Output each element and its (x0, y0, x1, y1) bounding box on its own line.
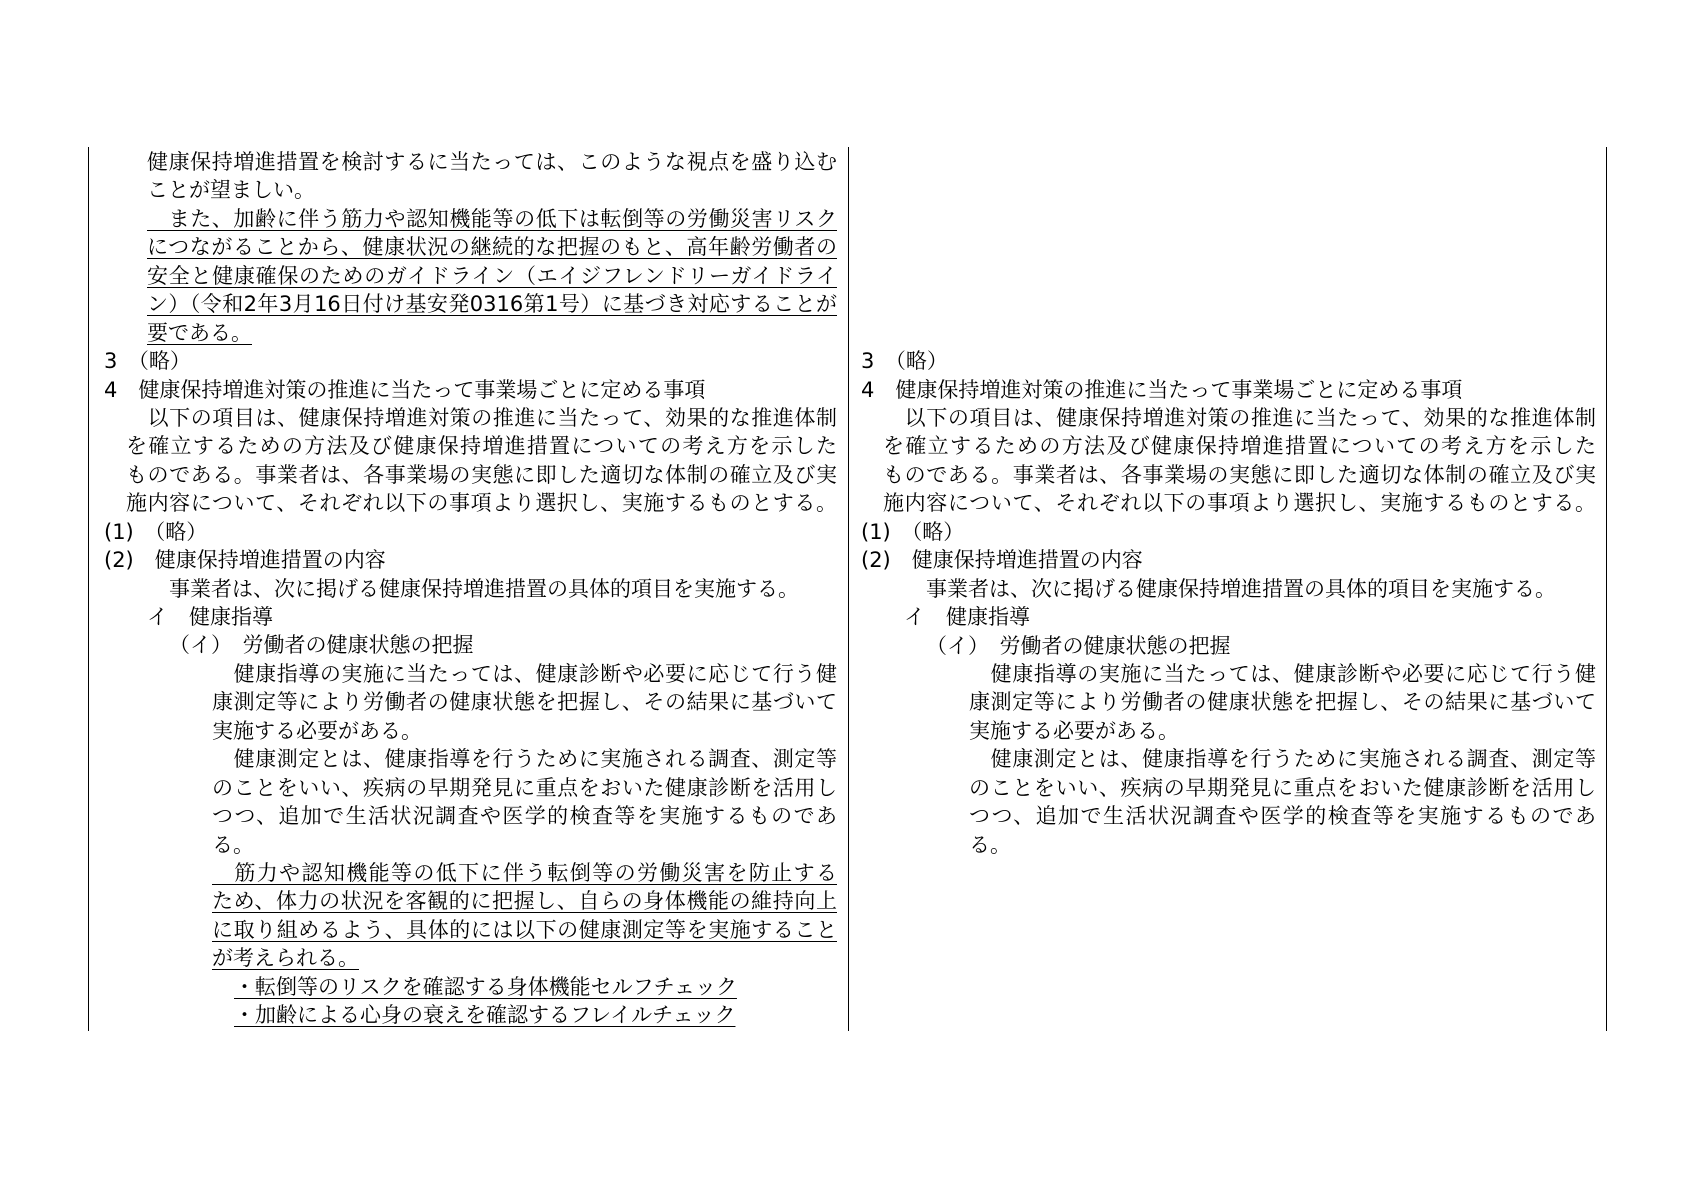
amended-text-line: また、加齢に伴う筋力や認知機能等の低下は転倒等の労働災害リスク (147, 206, 837, 231)
amended-text-line (104, 944, 837, 972)
subsection-heading: (1) （略） (861, 519, 965, 544)
section-heading: 4 健康保持増進対策の推進に当たって事業場ごとに定める事項 (104, 377, 706, 402)
text-line: を確立するための方法及び健康保持増進措置についての考え方を示した (883, 434, 1596, 459)
current-text-column (861, 148, 1596, 859)
amended-text: ン）（令和2年3月16日付け基安発0316第1号）に基づき対応することが (147, 292, 837, 317)
table-border-left (88, 147, 89, 1031)
table-border-middle (848, 147, 849, 1031)
section-heading: 3 （略） (104, 349, 191, 374)
text-line: つつ、追加で生活状況調査や医学的検査等を実施するものであ (969, 804, 1596, 829)
table-border-right (1606, 147, 1607, 1031)
bullet-item (104, 973, 837, 1001)
amended-text-line: に取り組めるよう、具体的には以下の健康測定等を実施すること (212, 917, 837, 942)
text-line: ことが望ましい。 (147, 178, 315, 203)
item-heading: （イ） 労働者の健康状態の把握 (926, 633, 1231, 658)
subsection-heading: (2) 健康保持増進措置の内容 (104, 548, 386, 573)
amended-text: が考えられる。 (212, 946, 359, 971)
amended-text-line: につながることから、健康状況の継続的な把握のもと、高年齢労働者の (147, 235, 837, 260)
text-line: のことをいい、疾病の早期発見に重点をおいた健康診断を活用し (969, 775, 1596, 800)
text-line: ものである。事業者は、各事業場の実態に即した適切な体制の確立及び実 (126, 462, 837, 487)
text-line: つつ、追加で生活状況調査や医学的検査等を実施するものであ (212, 804, 837, 829)
text-line: を確立するための方法及び健康保持増進措置についての考え方を示した (126, 434, 837, 459)
empty-space (861, 148, 1596, 347)
item-heading: イ 健康指導 (147, 605, 273, 629)
section-heading: 4 健康保持増進対策の推進に当たって事業場ごとに定める事項 (861, 377, 1463, 402)
text-line: 事業者は、次に掲げる健康保持増進措置の具体的項目を実施する。 (926, 576, 1556, 601)
amended-text: 安全と健康確保のためのガイドライン（エイジフレンドリーガイドライ (147, 263, 837, 288)
amended-text-line: ため、体力の状況を客観的に把握し、自らの身体機能の維持向上 (212, 889, 837, 914)
text-line: 健康測定とは、健康指導を行うために実施される調査、測定等 (212, 747, 837, 772)
text-line: 実施する必要がある。 (212, 718, 422, 743)
revised-text-column (104, 148, 837, 1030)
text-line: 以下の項目は、健康保持増進対策の推進に当たって、効果的な推進体制 (126, 405, 837, 430)
text-line: ものである。事業者は、各事業場の実態に即した適切な体制の確立及び実 (883, 462, 1596, 487)
subsection-heading: (2) 健康保持増進措置の内容 (861, 548, 1143, 573)
text-line: 健康指導の実施に当たっては、健康診断や必要に応じて行う健 (212, 661, 837, 686)
text-line: 健康保持増進措置を検討するに当たっては、このような視点を盛り込む (147, 150, 837, 174)
text-line: のことをいい、疾病の早期発見に重点をおいた健康診断を活用し (212, 775, 837, 800)
amended-text-line (104, 290, 837, 318)
amended-text-line (104, 262, 837, 290)
text-line: 施内容について、それぞれ以下の事項より選択し、実施するものとする。 (126, 491, 837, 516)
text-line: 事業者は、次に掲げる健康保持増進措置の具体的項目を実施する。 (169, 576, 799, 601)
section-heading: 3 （略） (861, 349, 948, 374)
text-line: 以下の項目は、健康保持増進対策の推進に当たって、効果的な推進体制 (883, 406, 1596, 431)
subsection-heading: (1) （略） (104, 519, 208, 544)
text-line: る。 (969, 832, 1011, 857)
item-heading: イ 健康指導 (904, 605, 1030, 630)
amended-text-line (104, 319, 837, 347)
amended-text: 要である。 (147, 320, 252, 345)
item-heading: （イ） 労働者の健康状態の把握 (169, 633, 474, 658)
amended-text-line: 筋力や認知機能等の低下に伴う転倒等の労働災害を防止する (212, 860, 837, 885)
text-line: 康測定等により労働者の健康状態を把握し、その結果に基づいて (212, 690, 837, 715)
text-line: 施内容について、それぞれ以下の事項より選択し、実施するものとする。 (883, 491, 1596, 516)
text-line: 実施する必要がある。 (969, 718, 1179, 743)
text-line: る。 (212, 832, 254, 857)
bullet-text: ・加齢による心身の衰えを確認するフレイルチェック (234, 1003, 736, 1028)
text-line: 健康測定とは、健康指導を行うために実施される調査、測定等 (969, 747, 1596, 772)
bullet-text: ・転倒等のリスクを確認する身体機能セルフチェック (234, 974, 737, 999)
text-line: 康測定等により労働者の健康状態を把握し、その結果に基づいて (969, 690, 1596, 715)
text-line: 健康指導の実施に当たっては、健康診断や必要に応じて行う健 (969, 661, 1596, 686)
bullet-item (104, 1001, 837, 1029)
